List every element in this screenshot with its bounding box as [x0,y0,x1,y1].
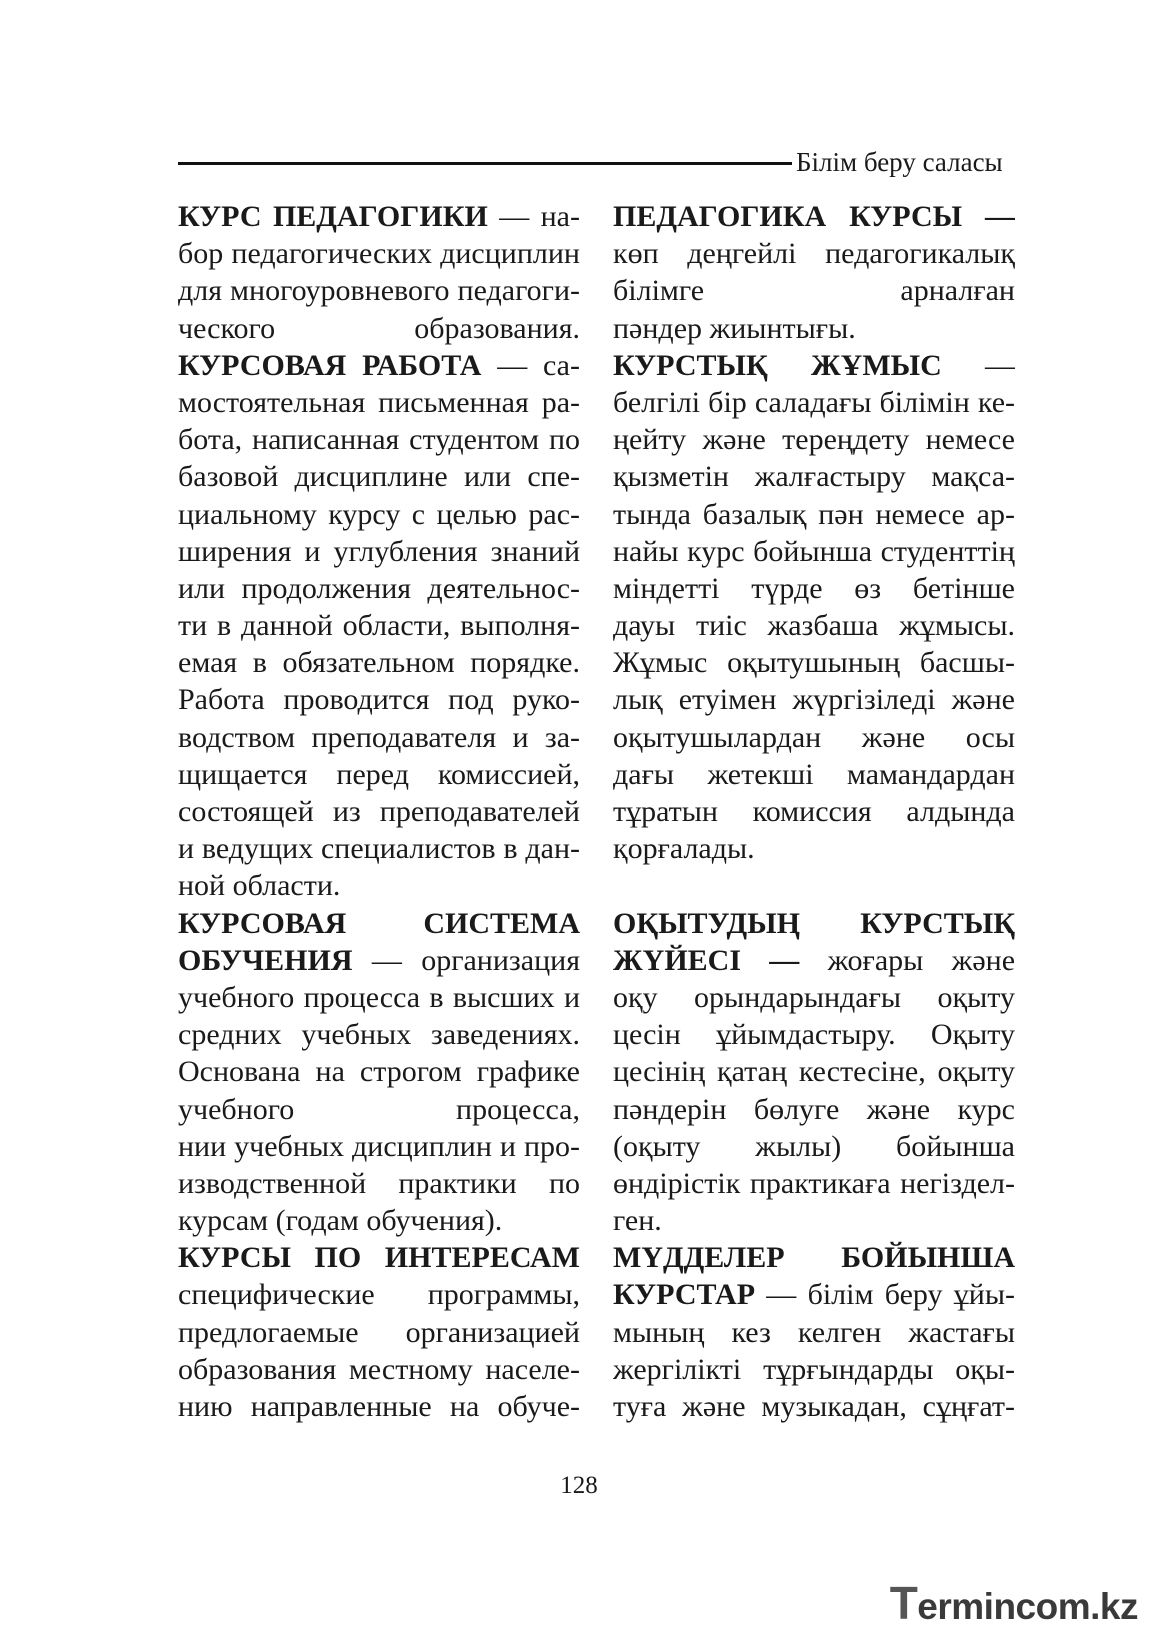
text-line: водством преподавателя и за- [178,720,580,754]
term-title: ПЕДАГОГИКА КУРСЫ — [613,200,1015,233]
term-title: КУРСТАР [613,1278,756,1312]
text-line: цесінің қатаң кестесіне, оқыту [613,1055,1015,1089]
term-title: КУРСОВАЯ РАБОТА [178,348,482,382]
text-line: и ведущих специалистов в дан- [178,832,580,866]
text-line: учебного процесса в высших и [178,980,580,1014]
text-line: мының кез келген жастағы [613,1315,1015,1349]
paragraph-gap [613,867,1015,904]
definition-start: — организация [352,943,580,977]
text-line: нию направленные на обуче- [178,1390,580,1423]
text-line: дауы тиіс жазбаша жұмысы. [613,609,1015,643]
text-line: Жұмыс оқытушының басшы- [613,646,1015,680]
term-heading-line [613,1239,1015,1276]
text-line: состоящей из преподавателей [178,795,580,828]
text-line: қорғалады. [613,832,755,866]
definition-start: жоғары және [827,943,1015,977]
text-line: Основана на строгом графике [178,1055,580,1089]
text-line: учебного процесса, [178,1092,580,1126]
term-heading-line [613,942,1015,979]
text-line: предлогаемые организацией [178,1315,580,1349]
term-title: ЖҮЙЕСІ — [613,943,800,977]
text-line: найы курс бойынша студенттің [613,534,1015,568]
text-line: нии учебных дисциплин и про- [178,1129,580,1163]
text-line: тұратын комиссия алдында [613,795,1015,828]
header-rule [178,162,792,165]
text-line: оқу орындарындағы оқыту [613,980,1015,1014]
term-title: КУРСЫ ПО ИНТЕРЕСАМ [178,1241,580,1275]
term-title: ОБУЧЕНИЯ [178,943,353,977]
text-line: цесін ұйымдастыру. Оқыту [613,1018,1015,1052]
text-line: образования местному населе- [178,1352,580,1386]
term-heading-line [613,347,1015,384]
text-line: пәндер жиынтығы. [613,311,856,345]
definition-start: — са- [481,348,580,382]
text-line: лық етуімен жүргізіледі және [613,683,1015,717]
text-line: міндетті түрде өз бетінше [613,571,1015,605]
text-line: ческого образования. [178,311,580,345]
text-line: для многоуровневого педагоги- [178,274,580,308]
text-line: или продолжения деятельнос- [178,571,580,605]
term-title: КУРС ПЕДАГОГИКИ [178,200,488,233]
text-line: дағы жетекші мамандардан [613,757,1015,791]
text-line: щищается перед комиссией, [178,757,580,791]
term-title: МҮДДЕЛЕР БОЙЫНША [613,1241,1015,1275]
watermark-initial: T [889,1577,918,1629]
text-line: специфические программы, [178,1278,580,1312]
left-column [178,198,580,1425]
text-line: ти в данной области, выполня- [178,609,580,643]
term-heading-line [178,905,580,942]
text-line: ширения и углубления знаний [178,534,580,568]
page-number: 128 [560,1472,598,1499]
text-line: средних учебных заведениях. [178,1018,580,1052]
definition-start: — [941,348,1015,382]
text-line: базовой дисциплине или спе- [178,460,580,494]
text-line: Работа проводится под руко- [178,683,580,717]
watermark-text: ermincom.kz [917,1586,1138,1627]
text-line: оқытушылардан және осы [613,720,1015,754]
term-title: ОҚЫТУДЫҢ КУРСТЫҚ [613,906,1015,940]
term-heading-line [178,347,580,384]
text-line: белгілі бір саладағы білімін ке- [613,385,1015,419]
watermark-logo [890,1576,1138,1630]
text-line: туға және музыкадан, сұңғат- [613,1390,1015,1423]
text-line: қызметін жалғастыру мақса- [613,460,1015,494]
text-line: (оқыту жылы) бойынша [613,1129,1015,1163]
text-line: емая в обязательном порядке. [178,646,580,680]
text-line: бота, написанная студентом по [178,423,580,457]
text-line: білімге арналған [613,274,1015,308]
term-heading-line [178,198,580,235]
term-heading-line [178,942,580,979]
definition-start: — білім беру ұйы- [755,1278,1015,1312]
term-heading-line [613,198,1015,235]
term-heading-line [178,1239,580,1276]
text-line: ной области. [178,869,341,903]
term-title: КУРСТЫҚ ЖҰМЫС [613,348,942,382]
text-line: циальному курсу с целью рас- [178,497,580,531]
text-line: мостоятельная письменная ра- [178,385,580,419]
text-line: өндірістік практикаға негіздел- [613,1166,1015,1200]
term-title: КУРСОВАЯ СИСТЕМА [178,906,580,940]
term-heading-line [613,905,1015,942]
right-column [613,198,1015,1425]
text-line: курсам (годам обучения). [178,1204,503,1238]
text-line: жергілікті тұрғындарды оқы- [613,1352,1015,1386]
definition-start: — на- [487,200,580,233]
term-heading-line [613,1276,1015,1313]
text-line: бор педагогических дисциплин [178,237,580,271]
text-line: ңейту және тереңдету немесе [613,423,1015,457]
text-line: пәндерін бөлуге және курс [613,1092,1015,1126]
text-line: ген. [613,1204,662,1238]
text-line: изводственной практики по [178,1166,580,1200]
text-line: көп деңгейлі педагогикалық [613,237,1015,271]
text-line: тында базалық пән немесе ар- [613,497,1015,531]
running-header-title: Білім беру саласы [796,147,1003,177]
